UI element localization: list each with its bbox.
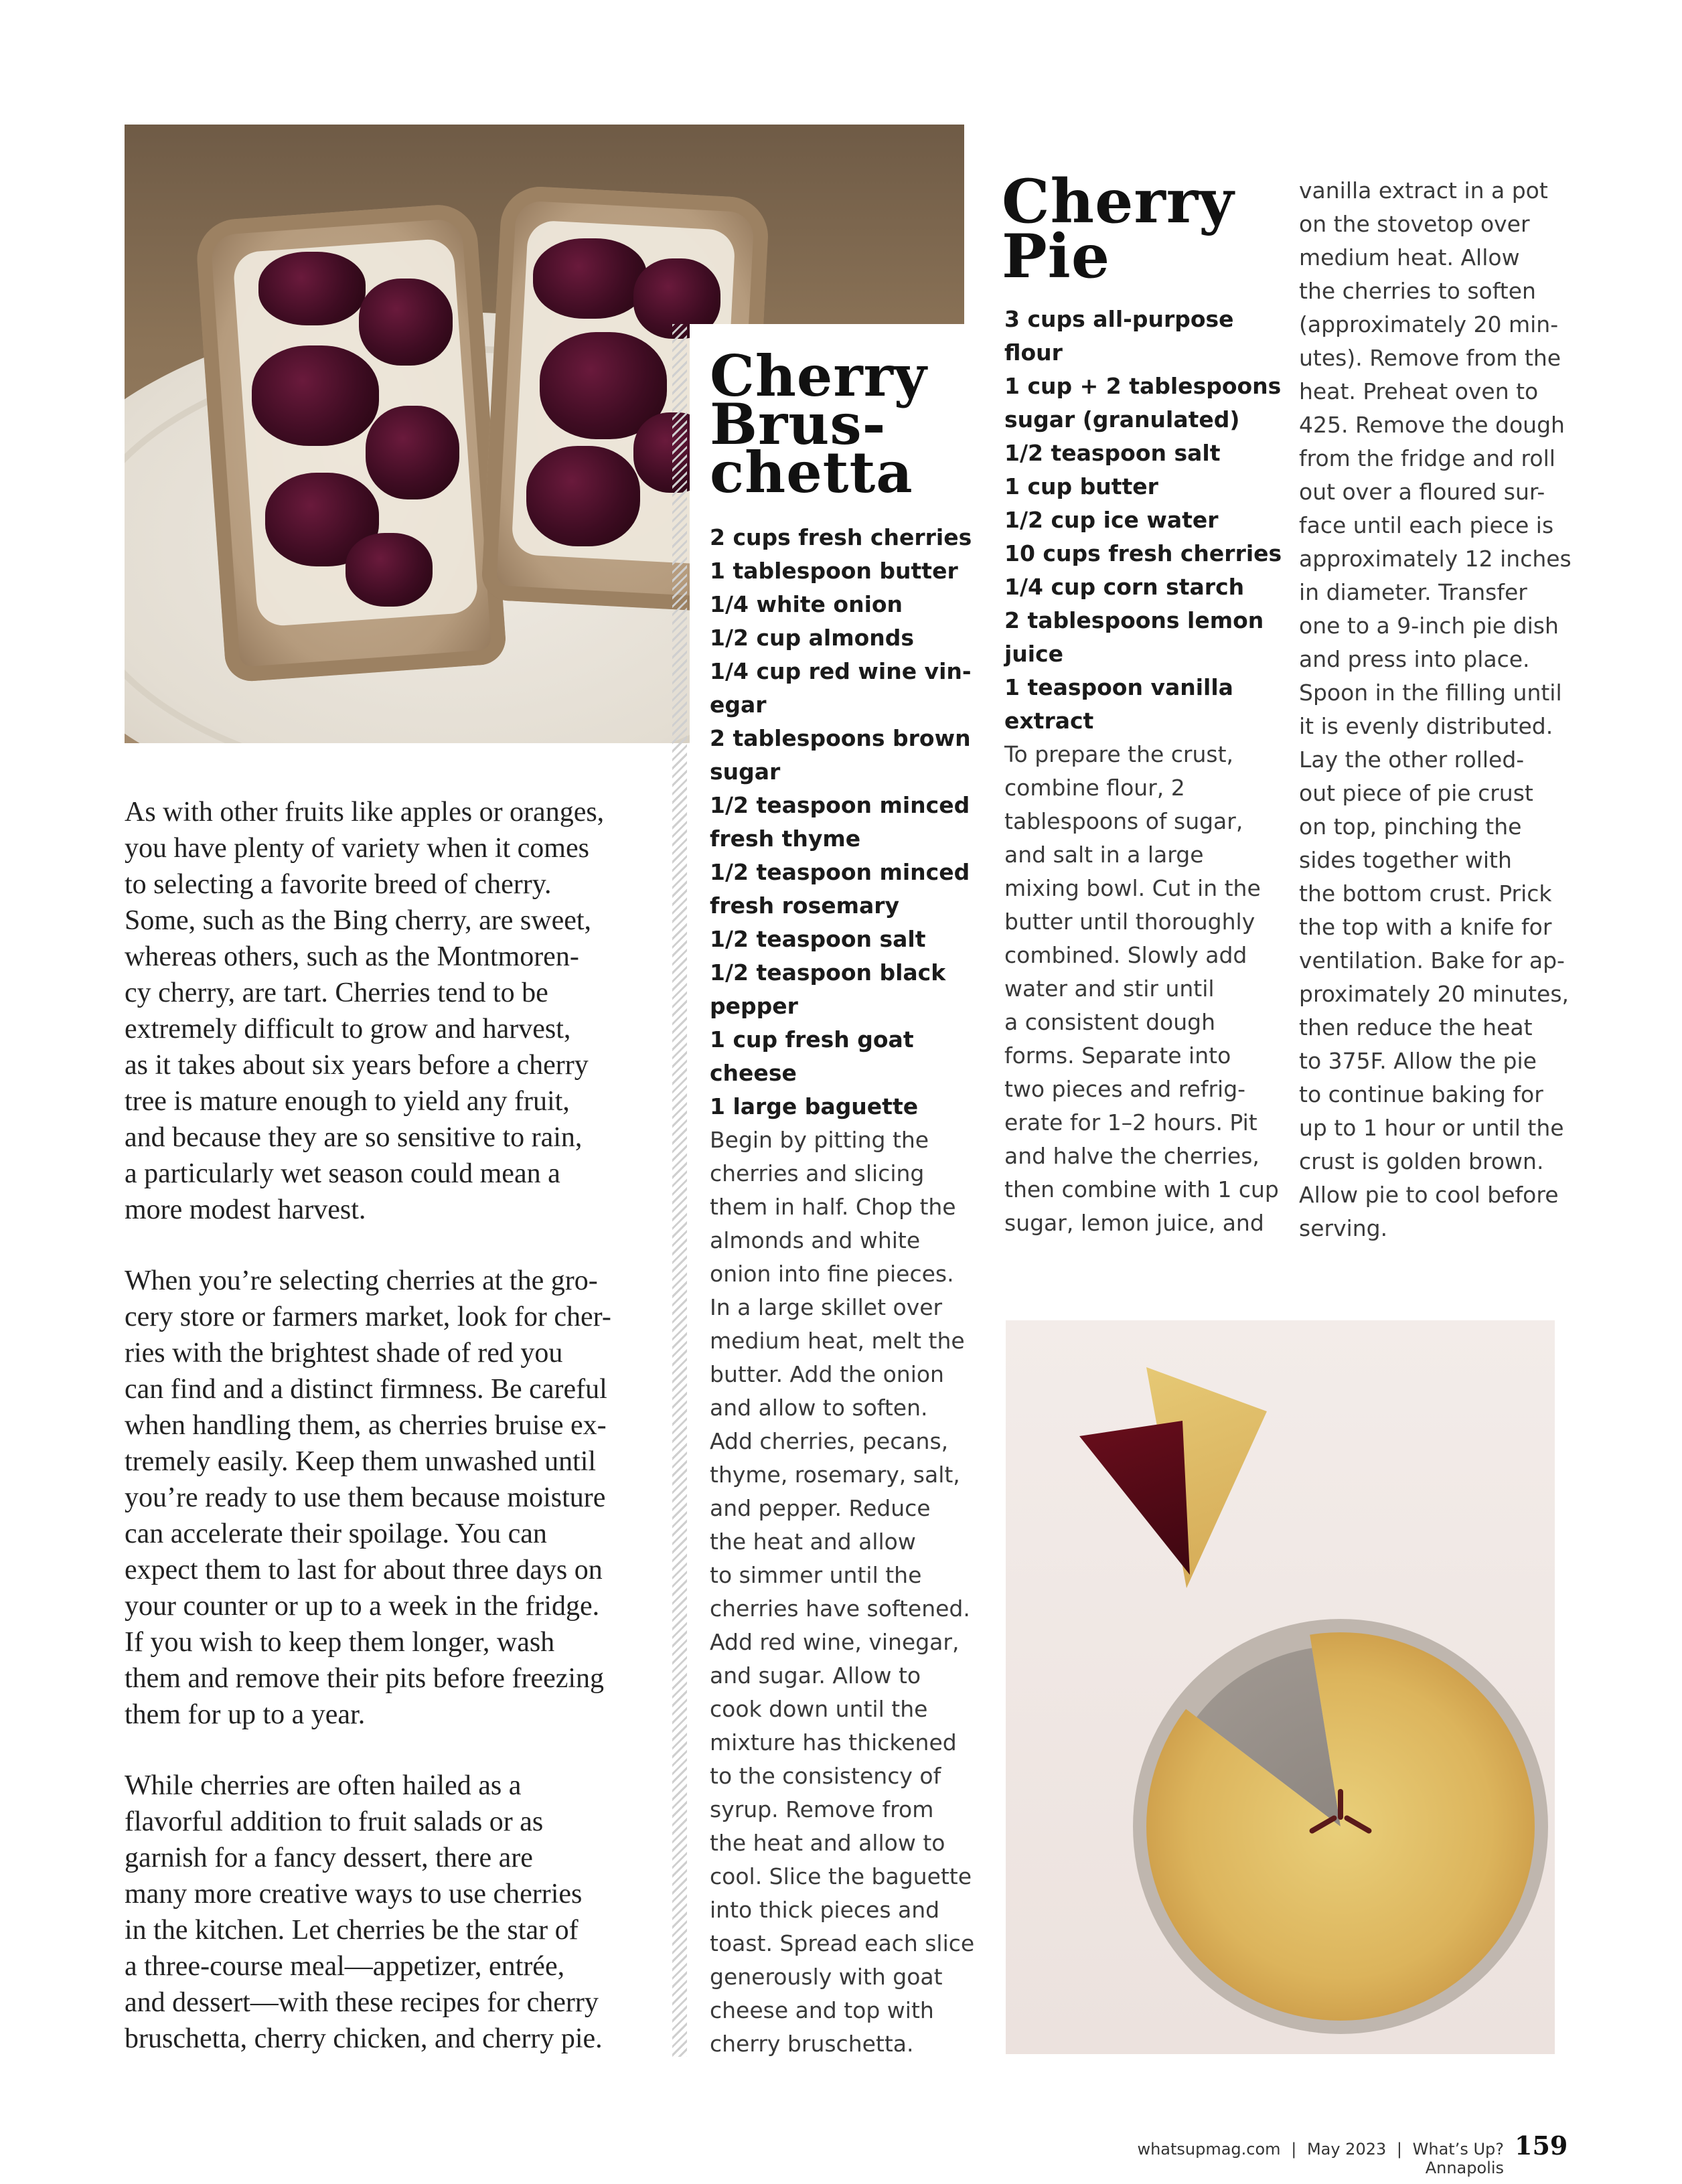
bruschetta-title-line: Brus-: [710, 391, 887, 457]
method-line: cherries and slicing: [710, 1160, 925, 1186]
intro-line: bruschetta, cherry chicken, and cherry pie.: [125, 2023, 603, 2054]
intro-paragraph-3: [125, 1768, 654, 2057]
bruschetta-method: [710, 1123, 1004, 2061]
method-line: it is evenly distributed.: [1299, 713, 1553, 739]
intro-line: them for up to a year.: [125, 1699, 366, 1730]
method-line: 425. Remove the dough: [1299, 412, 1565, 438]
intro-line: expect them to last for about three days on: [125, 1555, 603, 1585]
method-line: mixture has thickened: [710, 1729, 957, 1756]
cherry-topping: [359, 279, 453, 366]
ingredient-line: 1 cup butter: [1004, 473, 1158, 499]
method-line: ventilation. Bake for ap-: [1299, 947, 1565, 973]
ingredient-line: egar: [710, 692, 767, 718]
method-line: Add red wine, vinegar,: [710, 1629, 960, 1655]
pie-method-column-2: [1299, 174, 1580, 1245]
intro-line: While cherries are often hailed as a: [125, 1770, 522, 1801]
intro-line: and because they are so sensitive to rain,: [125, 1122, 583, 1153]
cherry-topping: [533, 238, 647, 319]
intro-line: when handling them, as cherries bruise ex-: [125, 1410, 607, 1441]
method-line: cherries have softened.: [710, 1595, 970, 1622]
method-line: utes). Remove from the: [1299, 345, 1561, 371]
method-line: out piece of pie crust: [1299, 780, 1533, 806]
method-line: butter until thoroughly: [1004, 909, 1255, 935]
intro-line: as it takes about six years before a cherry: [125, 1050, 589, 1081]
method-line: and press into place.: [1299, 646, 1530, 672]
method-line: heat. Preheat oven to: [1299, 378, 1539, 404]
method-line: then reduce the heat: [1299, 1014, 1533, 1040]
hatched-divider: [672, 324, 687, 2057]
intro-line: tree is mature enough to yield any fruit,: [125, 1086, 570, 1117]
crust-vent: [1338, 1789, 1343, 1820]
method-line: to continue baking for: [1299, 1081, 1543, 1107]
method-line: to 375F. Allow the pie: [1299, 1048, 1537, 1074]
ingredient-line: 1 cup fresh goat cheese: [710, 1026, 914, 1086]
method-line: the heat and allow to: [710, 1830, 945, 1856]
intro-paragraph-1: [125, 794, 654, 1228]
method-line: In a large skillet over: [710, 1294, 943, 1320]
intro-line: can find and a distinct firmness. Be careful: [125, 1374, 607, 1405]
method-line: butter. Add the onion: [710, 1361, 944, 1387]
ingredient-line: 1/4 cup red wine vin-: [710, 658, 972, 684]
method-line: erate for 1–2 hours. Pit: [1004, 1109, 1257, 1136]
ingredient-line: 1/2 cup ice water: [1004, 507, 1219, 533]
method-line: up to 1 hour or until the: [1299, 1115, 1564, 1141]
cherry-topping: [258, 252, 366, 325]
intro-line: As with other fruits like apples or oranges,: [125, 797, 605, 828]
method-line: proximately 20 minutes,: [1299, 981, 1570, 1007]
ingredient-line: extract: [1004, 708, 1094, 734]
pie-ingredients: [1004, 303, 1286, 738]
method-line: cook down until the: [710, 1696, 928, 1722]
intro-line: If you wish to keep them longer, wash: [125, 1627, 555, 1658]
method-line: almonds and white: [710, 1227, 921, 1253]
method-line: one to a 9-inch pie dish: [1299, 613, 1559, 639]
method-line: medium heat, melt the: [710, 1328, 965, 1354]
method-line: and allow to soften.: [710, 1395, 928, 1421]
method-line: and salt in a large: [1004, 842, 1204, 868]
intro-paragraph-2: [125, 1263, 654, 1733]
intro-line: can accelerate their spoilage. You can: [125, 1518, 547, 1549]
method-line: Lay the other rolled-: [1299, 747, 1525, 773]
method-line: and halve the cherries,: [1004, 1143, 1259, 1169]
intro-line: extremely difficult to grow and harvest,: [125, 1014, 571, 1044]
method-line: the cherries to soften: [1299, 278, 1536, 304]
cherry-topping: [366, 406, 459, 499]
ingredient-line: 1/4 cup corn starch: [1004, 574, 1245, 600]
intro-line: cery store or farmers market, look for cher-: [125, 1302, 611, 1332]
footer-date: May 2023: [1306, 2140, 1387, 2159]
pie-method-column-1: [1004, 738, 1286, 1240]
method-line: and pepper. Reduce: [710, 1495, 931, 1521]
bruschetta-title-line: Cherry: [710, 343, 927, 409]
cherry-topping: [252, 345, 379, 446]
ingredient-line: 1/2 teaspoon salt: [1004, 440, 1221, 466]
method-line: the heat and allow: [710, 1529, 916, 1555]
method-line: medium heat. Allow: [1299, 244, 1520, 270]
intro-line: and dessert—with these recipes for cherry: [125, 1987, 599, 2018]
intro-line: you have plenty of variety when it comes: [125, 833, 589, 864]
method-line: toast. Spread each slice: [710, 1930, 975, 1956]
method-line: the bottom crust. Prick: [1299, 880, 1552, 907]
bruschetta-ingredients: [710, 521, 1004, 1123]
intro-line: garnish for a fancy dessert, there are: [125, 1843, 533, 1873]
ingredient-line: fresh thyme: [710, 826, 861, 852]
method-line: generously with goat: [710, 1964, 943, 1990]
method-line: To prepare the crust,: [1004, 741, 1234, 767]
ingredient-line: sugar (granulated): [1004, 406, 1240, 433]
ingredient-line: 10 cups fresh cherries: [1004, 540, 1282, 566]
intro-line: a three-course meal—appetizer, entrée,: [125, 1951, 565, 1982]
method-line: cheese and top with: [710, 1997, 934, 2023]
cherry-pie-photo: [1006, 1320, 1555, 2054]
method-line: sides together with: [1299, 847, 1512, 873]
method-line: them in half. Chop the: [710, 1194, 956, 1220]
method-line: two pieces and refrig-: [1004, 1076, 1246, 1102]
ingredient-line: 1/2 cup almonds: [710, 625, 915, 651]
intro-line: Some, such as the Bing cherry, are sweet,: [125, 905, 592, 936]
ingredient-line: 2 cups fresh cherries: [710, 524, 972, 550]
intro-line: to selecting a favorite breed of cherry.: [125, 869, 552, 900]
cherry-topping: [346, 533, 433, 607]
intro-line: whereas others, such as the Montmoren-: [125, 941, 579, 972]
intro-line: a particularly wet season could mean a: [125, 1158, 560, 1189]
method-line: crust is golden brown.: [1299, 1148, 1544, 1174]
ingredient-line: pepper: [710, 993, 798, 1019]
ingredient-line: 1 tablespoon butter: [710, 558, 958, 584]
intro-line: cy cherry, are tart. Cherries tend to be: [125, 978, 548, 1008]
ingredient-line: 1/4 white onion: [710, 591, 903, 617]
page-number: 159: [1515, 2130, 1568, 2161]
intro-line: in the kitchen. Let cherries be the star of: [125, 1915, 579, 1946]
method-line: Spoon in the filling until: [1299, 680, 1562, 706]
method-line: on top, pinching the: [1299, 813, 1522, 840]
method-line: vanilla extract in a pot: [1299, 177, 1548, 204]
method-line: on the stovetop over: [1299, 211, 1530, 237]
intro-line: them and remove their pits before freezing: [125, 1663, 605, 1694]
method-line: serving.: [1299, 1215, 1388, 1241]
method-line: mixing bowl. Cut in the: [1004, 875, 1261, 901]
pie-title-line: Pie: [1002, 221, 1111, 292]
method-line: Add cherries, pecans,: [710, 1428, 949, 1454]
method-line: the top with a knife for: [1299, 914, 1552, 940]
ingredient-line: 1 cup + 2 tablespoons: [1004, 373, 1282, 399]
method-line: out over a floured sur-: [1299, 479, 1545, 505]
footer-credits: [1089, 2140, 1504, 2177]
method-line: thyme, rosemary, salt,: [710, 1462, 960, 1488]
method-line: tablespoons of sugar,: [1004, 808, 1243, 834]
intro-line: tremely easily. Keep them unwashed until: [125, 1446, 597, 1477]
method-line: approximately 12 inches: [1299, 546, 1572, 572]
intro-line: more modest harvest.: [125, 1194, 366, 1225]
intro-line: your counter or up to a week in the fridge.: [125, 1591, 600, 1622]
ingredient-line: 2 tablespoons brown: [710, 725, 971, 751]
method-line: cherry bruschetta.: [710, 2031, 914, 2057]
ingredient-line: fresh rosemary: [710, 892, 900, 919]
intro-line: many more creative ways to use cherries: [125, 1879, 583, 1909]
method-line: then combine with 1 cup: [1004, 1176, 1279, 1202]
pie-title: [1002, 166, 1235, 292]
method-line: cool. Slice the baguette: [710, 1863, 972, 1889]
method-line: forms. Separate into: [1004, 1042, 1231, 1069]
ingredient-line: 1 teaspoon vanilla: [1004, 674, 1233, 700]
method-line: syrup. Remove from: [710, 1796, 934, 1822]
method-line: Begin by pitting the: [710, 1127, 929, 1153]
ingredient-line: 1/2 teaspoon minced: [710, 859, 970, 885]
method-line: water and stir until: [1004, 976, 1215, 1002]
method-line: and sugar. Allow to: [710, 1662, 921, 1689]
intro-line: you’re ready to use them because moisture: [125, 1482, 606, 1513]
method-line: to the consistency of: [710, 1763, 941, 1789]
ingredient-line: 1/2 teaspoon minced: [710, 792, 970, 818]
method-line: from the fridge and roll: [1299, 445, 1555, 471]
ingredient-line: 1 large baguette: [710, 1093, 919, 1119]
ingredient-line: sugar: [710, 759, 781, 785]
ingredient-line: 1/2 teaspoon black: [710, 959, 946, 986]
footer-separator: |: [1291, 2140, 1297, 2159]
cherry-topping: [526, 446, 640, 546]
ingredient-line: 2 tablespoons lemon: [1004, 607, 1264, 633]
intro-line: When you’re selecting cherries at the gro-: [125, 1265, 598, 1296]
method-line: to simmer until the: [710, 1562, 922, 1588]
method-line: face until each piece is: [1299, 512, 1554, 538]
method-line: (approximately 20 min-: [1299, 311, 1559, 337]
pie-title-line: Cherry: [1002, 166, 1235, 237]
intro-line: ries with the brightest shade of red you: [125, 1338, 563, 1369]
ingredient-line: 3 cups all-purpose flour: [1004, 306, 1234, 366]
footer-separator: |: [1396, 2140, 1402, 2159]
intro-line: flavorful addition to fruit salads or as: [125, 1806, 544, 1837]
method-line: into thick pieces and: [710, 1897, 940, 1923]
bruschetta-title-line: chetta: [710, 439, 913, 505]
method-line: combined. Slowly add: [1004, 942, 1247, 968]
footer-publication: What’s Up? Annapolis: [1412, 2140, 1504, 2177]
ingredient-line: 1/2 teaspoon salt: [710, 926, 926, 952]
method-line: sugar, lemon juice, and: [1004, 1210, 1264, 1236]
ingredient-line: juice: [1004, 641, 1064, 667]
footer-site: whatsupmag.com: [1137, 2140, 1281, 2159]
method-line: a consistent dough: [1004, 1009, 1216, 1035]
method-line: combine flour, 2: [1004, 775, 1185, 801]
method-line: in diameter. Transfer: [1299, 579, 1527, 605]
bruschetta-title: [710, 343, 927, 505]
method-line: Allow pie to cool before: [1299, 1182, 1559, 1208]
method-line: onion into fine pieces.: [710, 1261, 954, 1287]
